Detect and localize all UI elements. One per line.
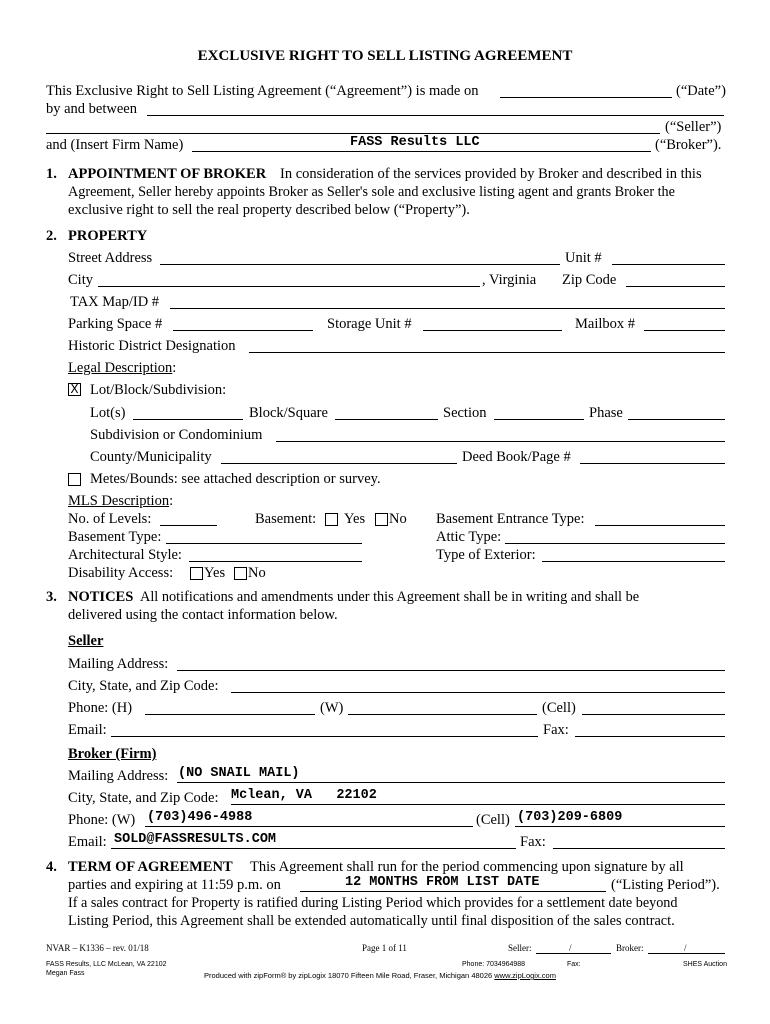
- section-1-text-2: Agreement, Seller hereby appoints Broker as Seller's sole and exclusive listing agent and grants Broker the: [68, 184, 675, 200]
- street-address-label: Street Address: [68, 250, 153, 266]
- lot-block-checkbox[interactable]: [68, 383, 81, 396]
- seller-phone-work-field[interactable]: [348, 714, 537, 715]
- section-field[interactable]: [494, 419, 584, 420]
- city-field[interactable]: [98, 286, 480, 287]
- footer-agent: Megan Fass: [46, 970, 85, 977]
- section-1-text-3: exclusive right to sell the real property described below (“Property”).: [68, 202, 470, 218]
- seller-name-field-1[interactable]: [147, 115, 724, 116]
- seller-mailing-field[interactable]: [177, 670, 725, 671]
- mls-description-label: MLS Description: [68, 493, 170, 509]
- broker-firm-heading: Broker (Firm): [68, 746, 157, 762]
- seller-email-field[interactable]: [111, 736, 538, 737]
- broker-mailing-field[interactable]: [177, 782, 725, 783]
- legal-description-label: Legal Description: [68, 360, 173, 376]
- broker-phone-work-value: (703)496-4988: [147, 810, 253, 825]
- section-1-number: 1.: [46, 166, 57, 182]
- section-4-text-1: This Agreement shall run for the period commencing upon signature by all: [250, 859, 684, 875]
- block-square-label: Block/Square: [249, 405, 328, 421]
- seller-fax-field[interactable]: [575, 736, 725, 737]
- city-label: City: [68, 272, 93, 288]
- broker-fax-field[interactable]: [553, 848, 725, 849]
- section-4-number: 4.: [46, 859, 57, 875]
- broker-email-value: SOLD@FASSRESULTS.COM: [114, 832, 277, 847]
- footer-company: FASS Results, LLC McLean, VA 22102: [46, 961, 167, 968]
- zip-code-field[interactable]: [626, 286, 725, 287]
- seller-email-label: Email:: [68, 722, 107, 738]
- seller-city-label: City, State, and Zip Code:: [68, 678, 219, 694]
- mailbox-label: Mailbox #: [575, 316, 636, 332]
- tax-map-label: TAX Map/ID #: [70, 294, 160, 310]
- section-label: Section: [443, 405, 487, 421]
- seller-fax-label: Fax:: [543, 722, 569, 738]
- basement-type-label: Basement Type:: [68, 529, 162, 545]
- basement-yes-checkbox[interactable]: [325, 513, 338, 526]
- expiry-date-value: 12 MONTHS FROM LIST DATE: [345, 875, 540, 890]
- legal-description-colon: :: [172, 360, 177, 376]
- section-3-heading: NOTICES: [68, 589, 134, 605]
- seller-cell-field[interactable]: [582, 714, 725, 715]
- architectural-style-label: Architectural Style:: [68, 547, 182, 563]
- subdivision-label: Subdivision or Condominium: [90, 427, 263, 443]
- broker-city-field[interactable]: [231, 804, 725, 805]
- mls-description-colon: :: [169, 493, 174, 509]
- disability-yes-checkbox[interactable]: [190, 567, 203, 580]
- broker-email-field[interactable]: [111, 848, 516, 849]
- unit-field[interactable]: [612, 264, 725, 265]
- lots-field[interactable]: [133, 419, 243, 420]
- disability-access-label: Disability Access:: [68, 565, 174, 581]
- basement-label: Basement:: [255, 511, 317, 527]
- seller-initials-field[interactable]: [536, 953, 611, 954]
- exterior-type-field[interactable]: [542, 561, 725, 562]
- tax-map-field[interactable]: [170, 308, 725, 309]
- broker-initials-field[interactable]: [648, 953, 725, 954]
- disability-no-label: No: [248, 565, 266, 581]
- section-2-heading: PROPERTY: [68, 228, 148, 244]
- broker-cell-label: (Cell): [476, 812, 510, 828]
- basement-entrance-label: Basement Entrance Type:: [436, 511, 585, 527]
- broker-city-value: Mclean, VA 22102: [231, 788, 377, 803]
- lot-block-label: Lot/Block/Subdivision:: [90, 382, 227, 398]
- seller-cell-label: (Cell): [542, 700, 576, 716]
- disability-no-checkbox[interactable]: [234, 567, 247, 580]
- metes-bounds-checkbox[interactable]: [68, 473, 81, 486]
- broker-cell-field[interactable]: [515, 826, 725, 827]
- firm-name-label: and (Insert Firm Name): [46, 137, 184, 153]
- by-and-between-label: by and between: [46, 101, 137, 117]
- date-field[interactable]: [500, 97, 672, 98]
- parking-space-label: Parking Space #: [68, 316, 163, 332]
- metes-bounds-label: Metes/Bounds: see attached description or survey.: [90, 471, 381, 487]
- block-square-field[interactable]: [335, 419, 438, 420]
- footer-phone: Phone: 7034964988: [462, 961, 526, 968]
- broker-city-label: City, State, and Zip Code:: [68, 790, 219, 806]
- section-1-heading: APPOINTMENT OF BROKER: [68, 166, 267, 182]
- ziplogix-link[interactable]: www.zipLogix.com: [494, 971, 556, 980]
- section-3-text-2: delivered using the contact information below.: [68, 607, 338, 623]
- footer-produced: [204, 971, 556, 980]
- historic-district-label: Historic District Designation: [68, 338, 236, 354]
- seller-phone-home-field[interactable]: [145, 714, 315, 715]
- zip-code-label: Zip Code: [562, 272, 617, 288]
- mailbox-field[interactable]: [644, 330, 725, 331]
- county-label: County/Municipality: [90, 449, 212, 465]
- exterior-type-label: Type of Exterior:: [436, 547, 536, 563]
- section-4-text-4: Listing Period, this Agreement shall be extended automatically until final disposition of the sales contract.: [68, 913, 675, 929]
- page-number: Page 1 of 11: [362, 943, 407, 953]
- levels-label: No. of Levels:: [68, 511, 152, 527]
- broker-initials-slash: /: [684, 943, 687, 953]
- seller-phone-work-label: (W): [320, 700, 344, 716]
- virginia-label: , Virginia: [482, 272, 537, 288]
- unit-label: Unit #: [565, 250, 602, 266]
- basement-no-checkbox[interactable]: [375, 513, 388, 526]
- footer-produced-text: Produced with zipForm® by zipLogix 18070 Fifteen Mile Road, Fraser, Michigan 48026: [204, 971, 493, 980]
- seller-contact-heading: Seller: [68, 633, 104, 649]
- date-label: (“Date”): [676, 83, 726, 99]
- attic-type-field[interactable]: [505, 543, 725, 544]
- subdivision-field[interactable]: [276, 441, 725, 442]
- firm-name-value: FASS Results LLC: [350, 135, 480, 150]
- basement-yes-label: Yes: [344, 511, 366, 527]
- footer-fax: Fax:: [567, 961, 581, 968]
- broker-mailing-value: (NO SNAIL MAIL): [178, 766, 300, 781]
- legal-description-heading: [68, 359, 176, 377]
- broker-phone-work-field[interactable]: [145, 826, 473, 827]
- seller-initials-label: Seller:: [508, 943, 532, 953]
- seller-label: (“Seller”): [665, 119, 722, 135]
- basement-type-field[interactable]: [166, 543, 362, 544]
- intro-line: This Exclusive Right to Sell Listing Agreement (“Agreement”) is made on: [46, 83, 479, 99]
- disability-yes-label: Yes: [204, 565, 226, 581]
- firm-name-field[interactable]: [192, 151, 651, 152]
- phase-field[interactable]: [628, 419, 725, 420]
- architectural-style-field[interactable]: [189, 561, 362, 562]
- street-address-field[interactable]: [160, 264, 560, 265]
- seller-name-field-2[interactable]: [46, 133, 660, 134]
- listing-period-label: (“Listing Period”).: [611, 877, 720, 893]
- basement-entrance-field[interactable]: [595, 525, 725, 526]
- deed-book-field[interactable]: [580, 463, 725, 464]
- broker-cell-value: (703)209-6809: [517, 810, 623, 825]
- seller-initials-slash: /: [569, 943, 572, 953]
- deed-book-label: Deed Book/Page #: [462, 449, 571, 465]
- section-4-text-3: If a sales contract for Property is ratified during Listing Period which provides for a settlement date beyond: [68, 895, 678, 911]
- phase-label: Phase: [589, 405, 623, 421]
- section-4-text-2: parties and expiring at 11:59 p.m. on: [68, 877, 281, 893]
- broker-phone-work-label: Phone: (W): [68, 812, 136, 828]
- historic-district-field[interactable]: [249, 352, 725, 353]
- lots-label: Lot(s): [90, 405, 126, 421]
- basement-no-label: No: [389, 511, 407, 527]
- broker-label: (“Broker”).: [655, 137, 722, 153]
- county-field[interactable]: [221, 463, 457, 464]
- broker-fax-label: Fax:: [520, 834, 546, 850]
- seller-city-field[interactable]: [231, 692, 725, 693]
- seller-phone-home-label: Phone: (H): [68, 700, 133, 716]
- mls-description-heading: [68, 492, 173, 510]
- section-4-heading: TERM OF AGREEMENT: [68, 859, 233, 875]
- section-3-text-1: All notifications and amendments under this Agreement shall be in writing and shall be: [140, 589, 640, 605]
- seller-mailing-label: Mailing Address:: [68, 656, 169, 672]
- levels-field[interactable]: [160, 525, 217, 526]
- section-2-number: 2.: [46, 228, 57, 244]
- document-title: EXCLUSIVE RIGHT TO SELL LISTING AGREEMENT: [197, 48, 573, 64]
- broker-email-label: Email:: [68, 834, 107, 850]
- footer-doc-name: SHES Auction: [683, 961, 727, 968]
- expiry-date-field[interactable]: [300, 891, 606, 892]
- broker-initials-label: Broker:: [616, 943, 644, 953]
- attic-type-label: Attic Type:: [436, 529, 502, 545]
- lot-block-check-mark: X: [70, 382, 79, 396]
- form-id: NVAR – K1336 – rev. 01/18: [46, 943, 149, 953]
- parking-space-field[interactable]: [173, 330, 313, 331]
- storage-unit-field[interactable]: [423, 330, 562, 331]
- section-3-number: 3.: [46, 589, 57, 605]
- section-1-text-1: In consideration of the services provided by Broker and described in this: [280, 166, 702, 182]
- storage-unit-label: Storage Unit #: [327, 316, 412, 332]
- broker-mailing-label: Mailing Address:: [68, 768, 169, 784]
